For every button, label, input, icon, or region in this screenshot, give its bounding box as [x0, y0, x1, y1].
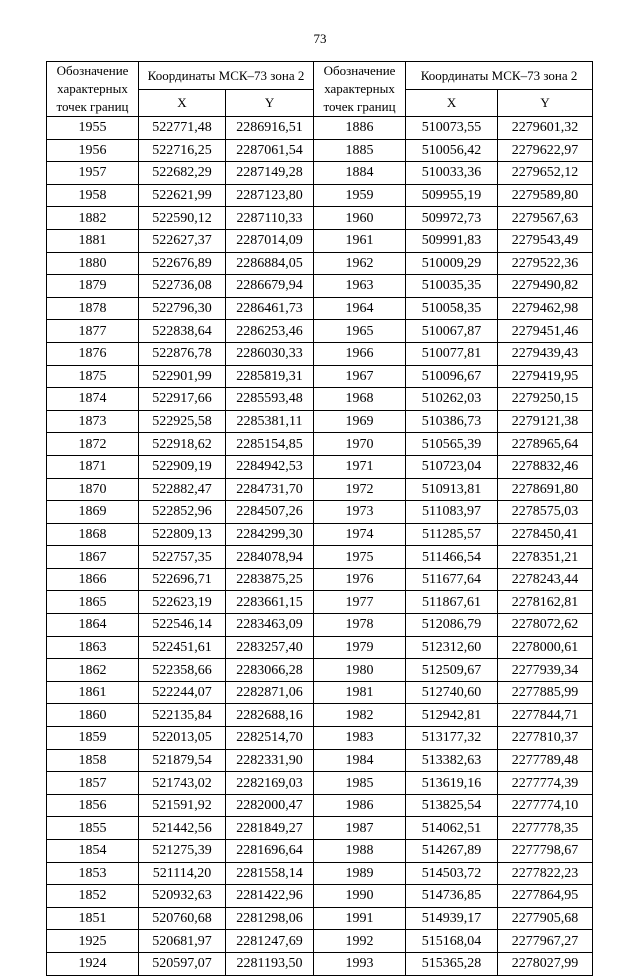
- y-value-right-cell: 2279543,49: [498, 229, 593, 252]
- y-value-left-cell: 2283875,25: [226, 568, 314, 591]
- x-value-left-cell: 522909,19: [139, 455, 226, 478]
- point-id-left-cell: 1864: [47, 614, 139, 637]
- y-value-right-cell: 2277798,67: [498, 840, 593, 863]
- y-value-left-cell: 2282331,90: [226, 749, 314, 772]
- x-value-right-cell: 515365,28: [406, 952, 498, 975]
- x-value-left-cell: 522546,14: [139, 614, 226, 637]
- point-id-right-cell: 1969: [314, 410, 406, 433]
- point-id-left-cell: 1873: [47, 410, 139, 433]
- point-id-right-cell: 1982: [314, 704, 406, 727]
- y-value-left-cell: 2284299,30: [226, 523, 314, 546]
- y-value-left-cell: 2285381,11: [226, 410, 314, 433]
- x-value-right-cell: 511083,97: [406, 501, 498, 524]
- point-id-right-cell: 1962: [314, 252, 406, 275]
- table-row: [47, 501, 593, 524]
- y-value-left-cell: 2282514,70: [226, 727, 314, 750]
- table-row: [47, 546, 593, 569]
- y-value-right-cell: 2279490,82: [498, 275, 593, 298]
- x-value-left-cell: 522135,84: [139, 704, 226, 727]
- point-id-left-cell: 1925: [47, 930, 139, 953]
- point-id-left-cell: 1875: [47, 365, 139, 388]
- point-id-right-cell: 1979: [314, 636, 406, 659]
- point-id-right-cell: 1964: [314, 297, 406, 320]
- point-id-left-cell: 1876: [47, 342, 139, 365]
- x-value-right-cell: 510723,04: [406, 455, 498, 478]
- x-value-left-cell: 522623,19: [139, 591, 226, 614]
- point-id-right-cell: 1967: [314, 365, 406, 388]
- table-row: [47, 952, 593, 975]
- point-id-left-cell: 1861: [47, 681, 139, 704]
- point-id-right-cell: 1974: [314, 523, 406, 546]
- table-row: [47, 614, 593, 637]
- point-id-right-cell: 1886: [314, 117, 406, 140]
- y-value-right-cell: 2279462,98: [498, 297, 593, 320]
- x-value-left-cell: 522682,29: [139, 162, 226, 185]
- point-id-left-cell: 1957: [47, 162, 139, 185]
- point-id-right-cell: 1993: [314, 952, 406, 975]
- x-value-left-cell: 522736,08: [139, 275, 226, 298]
- point-id-left-cell: 1880: [47, 252, 139, 275]
- table-row: [47, 930, 593, 953]
- x-value-right-cell: 513619,16: [406, 772, 498, 795]
- y-value-right-cell: 2278691,80: [498, 478, 593, 501]
- x-value-right-cell: 510096,67: [406, 365, 498, 388]
- table-row: [47, 162, 593, 185]
- y-value-right-cell: 2279121,38: [498, 410, 593, 433]
- y-value-right-cell: 2277864,95: [498, 885, 593, 908]
- y-value-right-cell: 2277844,71: [498, 704, 593, 727]
- x-value-left-cell: 522696,71: [139, 568, 226, 591]
- page-number: 73: [313, 31, 327, 46]
- y-value-left-cell: 2286916,51: [226, 117, 314, 140]
- x-value-right-cell: 515168,04: [406, 930, 498, 953]
- table-row: [47, 184, 593, 207]
- point-id-left-cell: 1857: [47, 772, 139, 795]
- point-id-left-cell: 1862: [47, 659, 139, 682]
- x-value-right-cell: 513825,54: [406, 794, 498, 817]
- point-id-right-cell: 1985: [314, 772, 406, 795]
- y-value-right-cell: 2279439,43: [498, 342, 593, 365]
- x-value-right-cell: 513382,63: [406, 749, 498, 772]
- y-header-left: Y: [226, 89, 314, 117]
- table-row: [47, 252, 593, 275]
- table-row: [47, 681, 593, 704]
- y-value-right-cell: 2277885,99: [498, 681, 593, 704]
- table-row: [47, 523, 593, 546]
- point-id-left-cell: 1870: [47, 478, 139, 501]
- x-value-left-cell: 522925,58: [139, 410, 226, 433]
- y-value-right-cell: 2278450,41: [498, 523, 593, 546]
- x-value-right-cell: 510035,35: [406, 275, 498, 298]
- x-header-left: X: [139, 89, 226, 117]
- table-row: [47, 433, 593, 456]
- point-id-right-cell: 1983: [314, 727, 406, 750]
- x-value-right-cell: 510386,73: [406, 410, 498, 433]
- x-value-right-cell: 514736,85: [406, 885, 498, 908]
- x-value-right-cell: 511867,61: [406, 591, 498, 614]
- point-id-right-cell: 1984: [314, 749, 406, 772]
- x-value-right-cell: 510565,39: [406, 433, 498, 456]
- x-value-right-cell: 510067,87: [406, 320, 498, 343]
- y-value-left-cell: 2281849,27: [226, 817, 314, 840]
- x-value-right-cell: 514062,51: [406, 817, 498, 840]
- y-value-right-cell: 2278832,46: [498, 455, 593, 478]
- point-id-right-cell: 1968: [314, 388, 406, 411]
- x-value-left-cell: 522716,25: [139, 139, 226, 162]
- x-value-left-cell: 521275,39: [139, 840, 226, 863]
- point-id-right-cell: 1970: [314, 433, 406, 456]
- point-id-left-cell: 1955: [47, 117, 139, 140]
- x-value-left-cell: 522917,66: [139, 388, 226, 411]
- y-value-left-cell: 2281422,96: [226, 885, 314, 908]
- x-value-left-cell: 520597,07: [139, 952, 226, 975]
- point-id-left-cell: 1868: [47, 523, 139, 546]
- table-row: [47, 817, 593, 840]
- point-label-header-left: Обозначение характерных точек границ: [47, 62, 139, 117]
- point-id-left-cell: 1872: [47, 433, 139, 456]
- table-row: [47, 885, 593, 908]
- table-row: [47, 794, 593, 817]
- x-value-right-cell: 509991,83: [406, 229, 498, 252]
- x-value-left-cell: 522852,96: [139, 501, 226, 524]
- point-id-left-cell: 1853: [47, 862, 139, 885]
- y-value-left-cell: 2285593,48: [226, 388, 314, 411]
- point-id-left-cell: 1858: [47, 749, 139, 772]
- x-value-left-cell: 520681,97: [139, 930, 226, 953]
- x-value-left-cell: 522358,66: [139, 659, 226, 682]
- y-value-right-cell: 2279652,12: [498, 162, 593, 185]
- point-id-left-cell: 1859: [47, 727, 139, 750]
- y-value-left-cell: 2281247,69: [226, 930, 314, 953]
- x-value-left-cell: 521591,92: [139, 794, 226, 817]
- y-header-right: Y: [498, 89, 593, 117]
- x-value-left-cell: 522771,48: [139, 117, 226, 140]
- point-id-right-cell: 1961: [314, 229, 406, 252]
- point-id-right-cell: 1989: [314, 862, 406, 885]
- y-value-left-cell: 2286461,73: [226, 297, 314, 320]
- table-body: [47, 117, 593, 976]
- table-row: [47, 365, 593, 388]
- point-id-right-cell: 1960: [314, 207, 406, 230]
- point-id-left-cell: 1879: [47, 275, 139, 298]
- table-row: [47, 388, 593, 411]
- y-value-right-cell: 2277822,23: [498, 862, 593, 885]
- point-id-right-cell: 1990: [314, 885, 406, 908]
- y-value-right-cell: 2278027,99: [498, 952, 593, 975]
- y-value-right-cell: 2278965,64: [498, 433, 593, 456]
- y-value-right-cell: 2277774,39: [498, 772, 593, 795]
- point-id-left-cell: 1877: [47, 320, 139, 343]
- x-value-right-cell: 510058,35: [406, 297, 498, 320]
- y-value-right-cell: 2277905,68: [498, 907, 593, 930]
- x-value-left-cell: 522809,13: [139, 523, 226, 546]
- y-value-right-cell: 2277810,37: [498, 727, 593, 750]
- point-id-left-cell: 1878: [47, 297, 139, 320]
- x-value-left-cell: 522590,12: [139, 207, 226, 230]
- table-row: [47, 862, 593, 885]
- y-value-right-cell: 2278351,21: [498, 546, 593, 569]
- y-value-left-cell: 2284078,94: [226, 546, 314, 569]
- y-value-left-cell: 2284942,53: [226, 455, 314, 478]
- y-value-left-cell: 2281558,14: [226, 862, 314, 885]
- x-value-left-cell: 521879,54: [139, 749, 226, 772]
- x-value-left-cell: 522838,64: [139, 320, 226, 343]
- y-value-right-cell: 2279601,32: [498, 117, 593, 140]
- x-value-left-cell: 522882,47: [139, 478, 226, 501]
- point-id-left-cell: 1856: [47, 794, 139, 817]
- x-value-left-cell: 520932,63: [139, 885, 226, 908]
- x-value-left-cell: 520760,68: [139, 907, 226, 930]
- point-id-right-cell: 1975: [314, 546, 406, 569]
- x-value-right-cell: 510056,42: [406, 139, 498, 162]
- x-value-left-cell: 522676,89: [139, 252, 226, 275]
- x-value-right-cell: 511466,54: [406, 546, 498, 569]
- point-id-left-cell: 1956: [47, 139, 139, 162]
- point-id-right-cell: 1885: [314, 139, 406, 162]
- table-row: [47, 704, 593, 727]
- y-value-right-cell: 2279451,46: [498, 320, 593, 343]
- y-value-left-cell: 2287123,80: [226, 184, 314, 207]
- table-row: [47, 320, 593, 343]
- y-value-left-cell: 2287061,54: [226, 139, 314, 162]
- y-value-right-cell: 2279589,80: [498, 184, 593, 207]
- table-row: [47, 840, 593, 863]
- y-value-left-cell: 2285819,31: [226, 365, 314, 388]
- table-row: [47, 727, 593, 750]
- coords-group-header-right: Координаты МСК–73 зона 2: [406, 62, 593, 90]
- x-value-left-cell: 522013,05: [139, 727, 226, 750]
- y-value-left-cell: 2283661,15: [226, 591, 314, 614]
- point-id-left-cell: 1871: [47, 455, 139, 478]
- x-value-right-cell: 510077,81: [406, 342, 498, 365]
- y-value-left-cell: 2286679,94: [226, 275, 314, 298]
- x-value-right-cell: 510073,55: [406, 117, 498, 140]
- x-value-right-cell: 510913,81: [406, 478, 498, 501]
- x-value-right-cell: 514503,72: [406, 862, 498, 885]
- table-row: [47, 749, 593, 772]
- table-row: [47, 907, 593, 930]
- table-row: [47, 636, 593, 659]
- y-value-right-cell: 2279419,95: [498, 365, 593, 388]
- x-value-right-cell: 512312,60: [406, 636, 498, 659]
- y-value-right-cell: 2279567,63: [498, 207, 593, 230]
- x-value-right-cell: 512942,81: [406, 704, 498, 727]
- y-value-left-cell: 2282871,06: [226, 681, 314, 704]
- x-value-left-cell: 522627,37: [139, 229, 226, 252]
- table-row: [47, 275, 593, 298]
- point-id-right-cell: 1977: [314, 591, 406, 614]
- point-id-right-cell: 1981: [314, 681, 406, 704]
- point-id-right-cell: 1973: [314, 501, 406, 524]
- coordinates-table: [46, 61, 593, 976]
- point-id-right-cell: 1992: [314, 930, 406, 953]
- point-id-left-cell: 1866: [47, 568, 139, 591]
- x-value-right-cell: 514939,17: [406, 907, 498, 930]
- point-id-right-cell: 1986: [314, 794, 406, 817]
- point-id-right-cell: 1965: [314, 320, 406, 343]
- point-id-right-cell: 1987: [314, 817, 406, 840]
- y-value-left-cell: 2283066,28: [226, 659, 314, 682]
- y-value-left-cell: 2281696,64: [226, 840, 314, 863]
- point-id-left-cell: 1874: [47, 388, 139, 411]
- point-id-left-cell: 1867: [47, 546, 139, 569]
- y-value-left-cell: 2284731,70: [226, 478, 314, 501]
- point-id-right-cell: 1959: [314, 184, 406, 207]
- x-value-left-cell: 522244,07: [139, 681, 226, 704]
- x-value-left-cell: 521114,20: [139, 862, 226, 885]
- point-id-left-cell: 1852: [47, 885, 139, 908]
- y-value-right-cell: 2278162,81: [498, 591, 593, 614]
- y-value-left-cell: 2285154,85: [226, 433, 314, 456]
- y-value-right-cell: 2277967,27: [498, 930, 593, 953]
- table-row: [47, 455, 593, 478]
- point-id-left-cell: 1881: [47, 229, 139, 252]
- point-label-header-right: Обозначение характерных точек границ: [314, 62, 406, 117]
- y-value-left-cell: 2282169,03: [226, 772, 314, 795]
- x-value-right-cell: 509955,19: [406, 184, 498, 207]
- table-row: [47, 117, 593, 140]
- x-header-right: X: [406, 89, 498, 117]
- table-row: [47, 410, 593, 433]
- x-value-right-cell: 511285,57: [406, 523, 498, 546]
- y-value-left-cell: 2283257,40: [226, 636, 314, 659]
- point-id-left-cell: 1851: [47, 907, 139, 930]
- x-value-left-cell: 522621,99: [139, 184, 226, 207]
- point-id-left-cell: 1854: [47, 840, 139, 863]
- point-id-right-cell: 1972: [314, 478, 406, 501]
- y-value-left-cell: 2281298,06: [226, 907, 314, 930]
- y-value-right-cell: 2279250,15: [498, 388, 593, 411]
- table-row: [47, 568, 593, 591]
- y-value-right-cell: 2278072,62: [498, 614, 593, 637]
- y-value-left-cell: 2287110,33: [226, 207, 314, 230]
- point-id-right-cell: 1971: [314, 455, 406, 478]
- table-row: [47, 659, 593, 682]
- y-value-left-cell: 2286884,05: [226, 252, 314, 275]
- y-value-left-cell: 2284507,26: [226, 501, 314, 524]
- point-id-left-cell: 1865: [47, 591, 139, 614]
- point-id-left-cell: 1860: [47, 704, 139, 727]
- table-row: [47, 229, 593, 252]
- x-value-left-cell: 521743,02: [139, 772, 226, 795]
- point-id-left-cell: 1882: [47, 207, 139, 230]
- y-value-right-cell: 2279522,36: [498, 252, 593, 275]
- x-value-left-cell: 522918,62: [139, 433, 226, 456]
- table-row: [47, 478, 593, 501]
- y-value-right-cell: 2277774,10: [498, 794, 593, 817]
- y-value-right-cell: 2278000,61: [498, 636, 593, 659]
- x-value-right-cell: 514267,89: [406, 840, 498, 863]
- table-row: [47, 207, 593, 230]
- x-value-right-cell: 512740,60: [406, 681, 498, 704]
- point-id-right-cell: 1966: [314, 342, 406, 365]
- table-row: [47, 591, 593, 614]
- y-value-right-cell: 2277789,48: [498, 749, 593, 772]
- point-id-left-cell: 1958: [47, 184, 139, 207]
- x-value-right-cell: 512509,67: [406, 659, 498, 682]
- point-id-left-cell: 1863: [47, 636, 139, 659]
- x-value-left-cell: 522757,35: [139, 546, 226, 569]
- x-value-left-cell: 521442,56: [139, 817, 226, 840]
- point-id-right-cell: 1884: [314, 162, 406, 185]
- table-row: [47, 772, 593, 795]
- x-value-right-cell: 513177,32: [406, 727, 498, 750]
- point-id-right-cell: 1976: [314, 568, 406, 591]
- y-value-right-cell: 2277778,35: [498, 817, 593, 840]
- table-row: [47, 297, 593, 320]
- x-value-right-cell: 509972,73: [406, 207, 498, 230]
- point-id-right-cell: 1991: [314, 907, 406, 930]
- y-value-left-cell: 2281193,50: [226, 952, 314, 975]
- x-value-right-cell: 510262,03: [406, 388, 498, 411]
- y-value-left-cell: 2287149,28: [226, 162, 314, 185]
- y-value-left-cell: 2282000,47: [226, 794, 314, 817]
- x-value-left-cell: 522901,99: [139, 365, 226, 388]
- y-value-left-cell: 2282688,16: [226, 704, 314, 727]
- table-row: [47, 139, 593, 162]
- point-id-right-cell: 1978: [314, 614, 406, 637]
- point-id-right-cell: 1963: [314, 275, 406, 298]
- point-id-left-cell: 1855: [47, 817, 139, 840]
- y-value-left-cell: 2283463,09: [226, 614, 314, 637]
- point-id-left-cell: 1869: [47, 501, 139, 524]
- y-value-right-cell: 2279622,97: [498, 139, 593, 162]
- x-value-right-cell: 510009,29: [406, 252, 498, 275]
- x-value-left-cell: 522451,61: [139, 636, 226, 659]
- y-value-right-cell: 2278575,03: [498, 501, 593, 524]
- y-value-right-cell: 2277939,34: [498, 659, 593, 682]
- point-id-right-cell: 1980: [314, 659, 406, 682]
- x-value-right-cell: 512086,79: [406, 614, 498, 637]
- y-value-right-cell: 2278243,44: [498, 568, 593, 591]
- x-value-left-cell: 522796,30: [139, 297, 226, 320]
- x-value-left-cell: 522876,78: [139, 342, 226, 365]
- table-row: [47, 342, 593, 365]
- coords-group-header-left: Координаты МСК–73 зона 2: [139, 62, 314, 90]
- y-value-left-cell: 2287014,09: [226, 229, 314, 252]
- point-id-left-cell: 1924: [47, 952, 139, 975]
- y-value-left-cell: 2286030,33: [226, 342, 314, 365]
- x-value-right-cell: 510033,36: [406, 162, 498, 185]
- x-value-right-cell: 511677,64: [406, 568, 498, 591]
- y-value-left-cell: 2286253,46: [226, 320, 314, 343]
- point-id-right-cell: 1988: [314, 840, 406, 863]
